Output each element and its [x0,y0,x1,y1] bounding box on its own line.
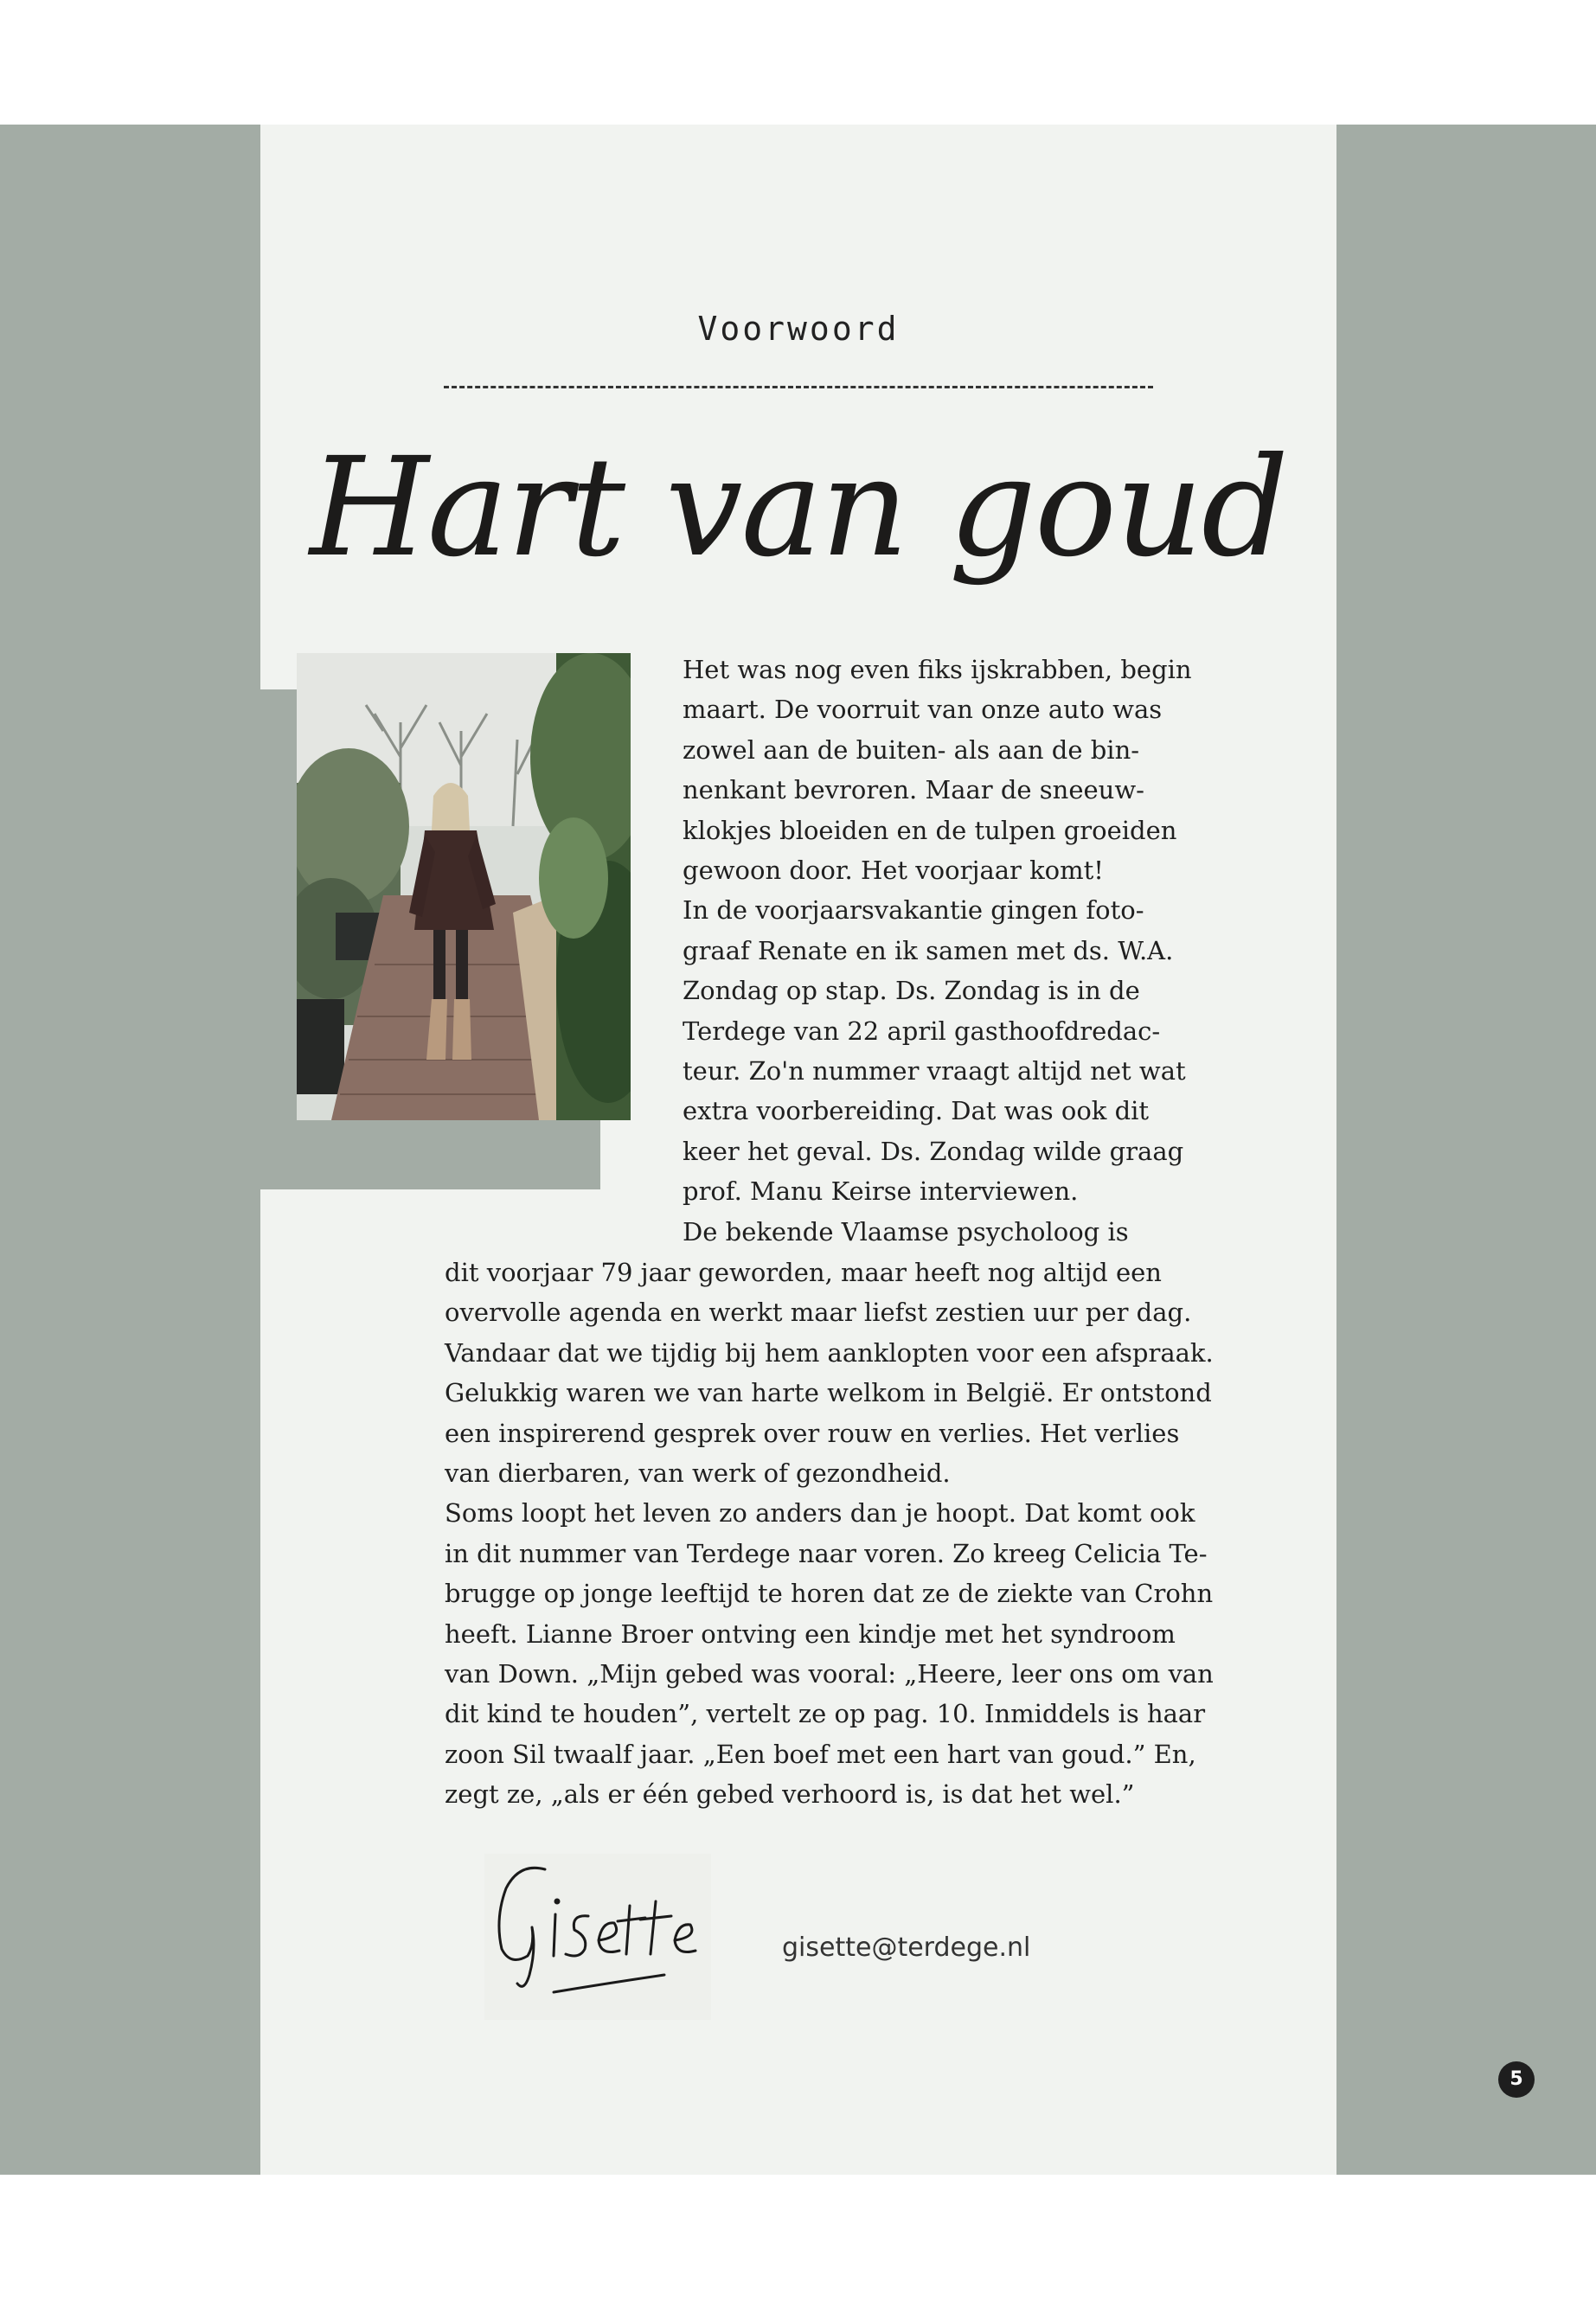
intro-line: In de voorjaarsvakantie gingen foto- [683,895,1144,926]
intro-line: graaf Renate en ik samen met ds. W.A. [683,935,1174,965]
intro-line: Terdege van 22 april gasthoofdredac- [683,1016,1161,1046]
body-line: van dierbaren, van werk of gezondheid. [445,1458,951,1489]
author-photo [297,653,631,1120]
body-line: zoon Sil twaalf jaar. „Een boef met een hart van goud.” En, [445,1739,1196,1769]
body-line: dit kind te houden”, vertelt ze op pag. 10. Inmiddels is haar [445,1699,1206,1729]
handwritten-signature [484,1854,711,2020]
author-photo-illustration [297,653,631,1120]
body-line: dit voorjaar 79 jaar geworden, maar heeft nog altijd een [445,1258,1162,1287]
author-email[interactable]: gisette@terdege.nl [782,1932,1031,1963]
intro-line: zowel aan de buiten- als aan de bin- [683,734,1140,765]
page-number-badge: 5 [1498,2061,1535,2098]
intro-line: gewoon door. Het voorjaar komt! [683,856,1104,886]
page-title: Hart van goud [310,428,1287,587]
body-line: van Down. „Mijn gebed was vooral: „Heere, leer ons om van [445,1659,1214,1689]
dashed-divider [444,386,1153,388]
body-line: zegt ze, „als er één gebed verhoord is, is dat het wel.” [445,1779,1135,1810]
body-paragraph [445,1253,1214,1815]
body-line: Vandaar dat we tijdig bij hem aanklopten voor een afspraak. [445,1337,1214,1368]
intro-line: keer het geval. Ds. Zondag wilde graag [683,1136,1184,1166]
intro-line: Het was nog even fiks ijskrabben, begin [683,655,1192,684]
intro-line: extra voorbereiding. Dat was ook dit [683,1096,1150,1126]
intro-line: Zondag op stap. Ds. Zondag is in de [683,976,1140,1006]
intro-paragraph [683,650,1192,1252]
intro-line: nenkant bevroren. Maar de sneeuw- [683,775,1144,805]
intro-line: teur. Zo'n nummer vraagt altijd net wat [683,1056,1186,1086]
intro-line: prof. Manu Keirse interviewen. [683,1176,1079,1207]
body-line: een inspirerend gesprek over rouw en verlies. Het verlies [445,1418,1180,1448]
body-line: brugge op jonge leeftijd te horen dat ze de ziekte van Crohn [445,1579,1214,1609]
intro-line: maart. De voorruit van onze auto was [683,695,1163,725]
signature-drawing [484,1854,711,2020]
body-line: heeft. Lianne Broer ontving een kindje met het syndroom [445,1618,1176,1649]
section-label: Voorwoord [697,310,900,348]
body-line: Gelukkig waren we van harte welkom in België. Er ontstond [445,1378,1212,1408]
body-line: overvolle agenda en werkt maar liefst zestien uur per dag. [445,1298,1192,1328]
intro-line: klokjes bloeiden en de tulpen groeiden [683,815,1177,845]
body-line: in dit nummer van Terdege naar voren. Zo kreeg Celicia Te- [445,1538,1208,1568]
body-line: Soms loopt het leven zo anders dan je hoopt. Dat komt ook [445,1498,1195,1529]
intro-line: De bekende Vlaamse psycholoog is [683,1216,1129,1247]
